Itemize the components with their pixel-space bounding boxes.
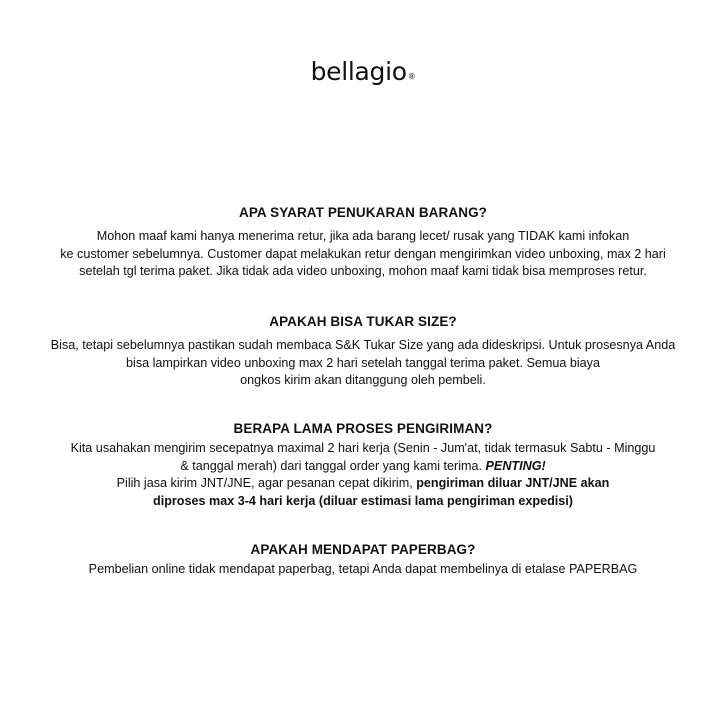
- registered-mark: ®: [407, 72, 416, 81]
- faq-answer-line: [0, 475, 726, 493]
- faq-question: APAKAH MENDAPAT PAPERBAG?: [250, 542, 476, 557]
- faq-item-paperbag: [0, 541, 726, 579]
- faq-item-shipping-time: [0, 420, 726, 510]
- faq-answer-line: Pembelian online tidak mendapat paperbag, tetapi Anda dapat membelinya di etalase PAPERBAG: [88, 562, 638, 576]
- important-note: PENTING!: [485, 458, 546, 473]
- faq-answer-text: Pilih jasa kirim JNT/JNE, agar pesanan cepat dikirim,: [116, 476, 413, 490]
- faq-answer-line: Bisa, tetapi sebelumnya pastikan sudah membaca S&K Tukar Size yang ada dideskripsi. Untuk prosesnya Anda: [50, 338, 676, 352]
- faq-item-size-exchange: [0, 313, 726, 390]
- faq-answer-line: [0, 458, 726, 476]
- faq-item-return-policy: [0, 204, 726, 281]
- faq-answer-line: ongkos kirim akan ditanggung oleh pembeli.: [240, 373, 486, 387]
- faq-question: APA SYARAT PENUKARAN BARANG?: [238, 205, 488, 220]
- faq-answer-text: & tanggal merah) dari tanggal order yang kami terima.: [180, 458, 483, 473]
- faq-answer-line: diproses max 3-4 hari kerja (diluar estimasi lama pengiriman expedisi): [153, 493, 573, 508]
- faq-answer-line: Mohon maaf kami hanya menerima retur, jika ada barang lecet/ rusak yang TIDAK kami infokan: [96, 229, 630, 243]
- brand-logo: [0, 57, 726, 86]
- faq-answer-line: ke customer sebelumnya. Customer dapat melakukan retur dengan mengirimkan video unboxing, max 2 hari: [60, 246, 666, 261]
- faq-answer-line: bisa lampirkan video unboxing max 2 hari setelah tanggal terima paket. Semua biaya: [126, 355, 600, 370]
- faq-answer-line: setelah tgl terima paket. Jika tidak ada video unboxing, mohon maaf kami tidak bisa memproses retur.: [79, 264, 647, 278]
- faq-answer-bold-text: pengiriman diluar JNT/JNE akan: [416, 476, 610, 490]
- faq-question: BERAPA LAMA PROSES PENGIRIMAN?: [233, 421, 493, 436]
- brand-name: bellagio: [310, 57, 407, 86]
- faq-answer-line: Kita usahakan mengirim secepatnya maximal 2 hari kerja (Senin - Jum'at, tidak termasuk Sabtu - Minggu: [70, 441, 656, 455]
- faq-question: APAKAH BISA TUKAR SIZE?: [269, 314, 457, 329]
